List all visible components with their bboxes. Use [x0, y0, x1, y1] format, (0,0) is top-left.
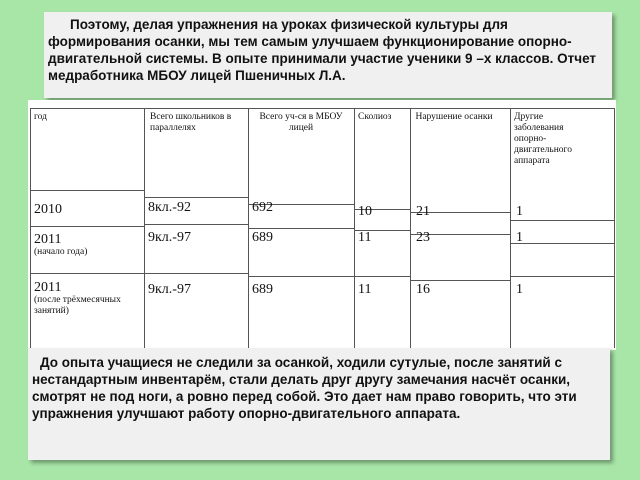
row-divider	[30, 190, 144, 191]
row-divider	[144, 224, 248, 225]
row-divider	[410, 280, 510, 281]
row1-other: 1	[516, 204, 523, 219]
column-divider	[30, 108, 31, 348]
header-total-pupils: Всего уч-ся в МБОУ лицей	[259, 112, 343, 133]
row2-total: 689	[252, 230, 273, 245]
row3-scoliosis: 11	[358, 282, 372, 297]
top-text-panel	[44, 12, 612, 98]
header-other-diseases: Другие заболевания опорно-двигательного аппарата	[514, 112, 572, 166]
column-divider	[144, 108, 145, 348]
row-divider	[354, 276, 410, 277]
row2-year-cell	[34, 232, 87, 258]
row3-pupils: 9кл.-97	[148, 282, 191, 297]
column-divider	[410, 108, 411, 348]
row1-scoliosis: 10	[358, 204, 372, 219]
conclusion-paragraph: До опыта учащиеся не следили за осанкой, ходили сутулые, после занятий с нестандартным инвентарём, стали делать друг другу замечания насчёт осанки, смотрят не под ноги, а ровно перед собой. Это дает нам право говорить, что эти упражнения улучшают работу опорно-двигательного аппарата.	[32, 355, 577, 421]
bottom-text-panel	[28, 348, 610, 460]
table-top-border	[30, 108, 614, 109]
row2-other: 1	[516, 230, 523, 245]
header-posture-disorder: Нарушение осанки	[415, 112, 493, 122]
row-divider	[510, 220, 614, 221]
row1-total: 692	[252, 200, 273, 215]
row2-pupils: 9кл.-97	[148, 230, 191, 245]
header-scoliosis: Сколиоз	[358, 112, 392, 122]
row2-scoliosis: 11	[358, 230, 372, 245]
row3-other: 1	[516, 282, 523, 297]
column-divider	[614, 108, 615, 348]
row-divider	[248, 228, 354, 229]
intro-paragraph: Поэтому, делая упражнения на уроках физической культуры для формирования осанки, мы тем самым улучшаем функционирование опорно-двигательной системы. В опыте принимали участие ученики 9 –х классов. Отчет медработника МБОУ лицей Пшеничных Л.А.	[48, 17, 597, 83]
row-divider	[248, 276, 354, 277]
row1-pupils: 8кл.-92	[148, 200, 191, 215]
column-divider	[354, 108, 355, 348]
row-divider	[510, 276, 614, 277]
row-divider	[144, 273, 248, 274]
row-divider	[144, 197, 248, 198]
row3-year-note: (после трёхмесячных занятий)	[34, 295, 121, 316]
row-divider	[30, 273, 144, 274]
column-divider	[248, 108, 249, 348]
row-divider	[30, 226, 144, 227]
row2-year-note: (начало года)	[34, 247, 88, 257]
row1-year: 2010	[34, 202, 62, 217]
row1-posture: 21	[416, 204, 430, 219]
column-divider	[510, 108, 511, 348]
row-divider	[510, 243, 614, 244]
row3-posture: 16	[416, 282, 430, 297]
medical-report-table	[28, 100, 616, 350]
header-pupils-in-parallels: Всего школьников в параллелях	[150, 112, 232, 133]
header-year: год	[34, 112, 47, 122]
row2-year: 2011	[34, 232, 62, 247]
row3-year-cell	[34, 280, 140, 317]
row3-total: 689	[252, 282, 273, 297]
row3-year: 2011	[34, 280, 62, 295]
row2-posture: 23	[416, 230, 430, 245]
